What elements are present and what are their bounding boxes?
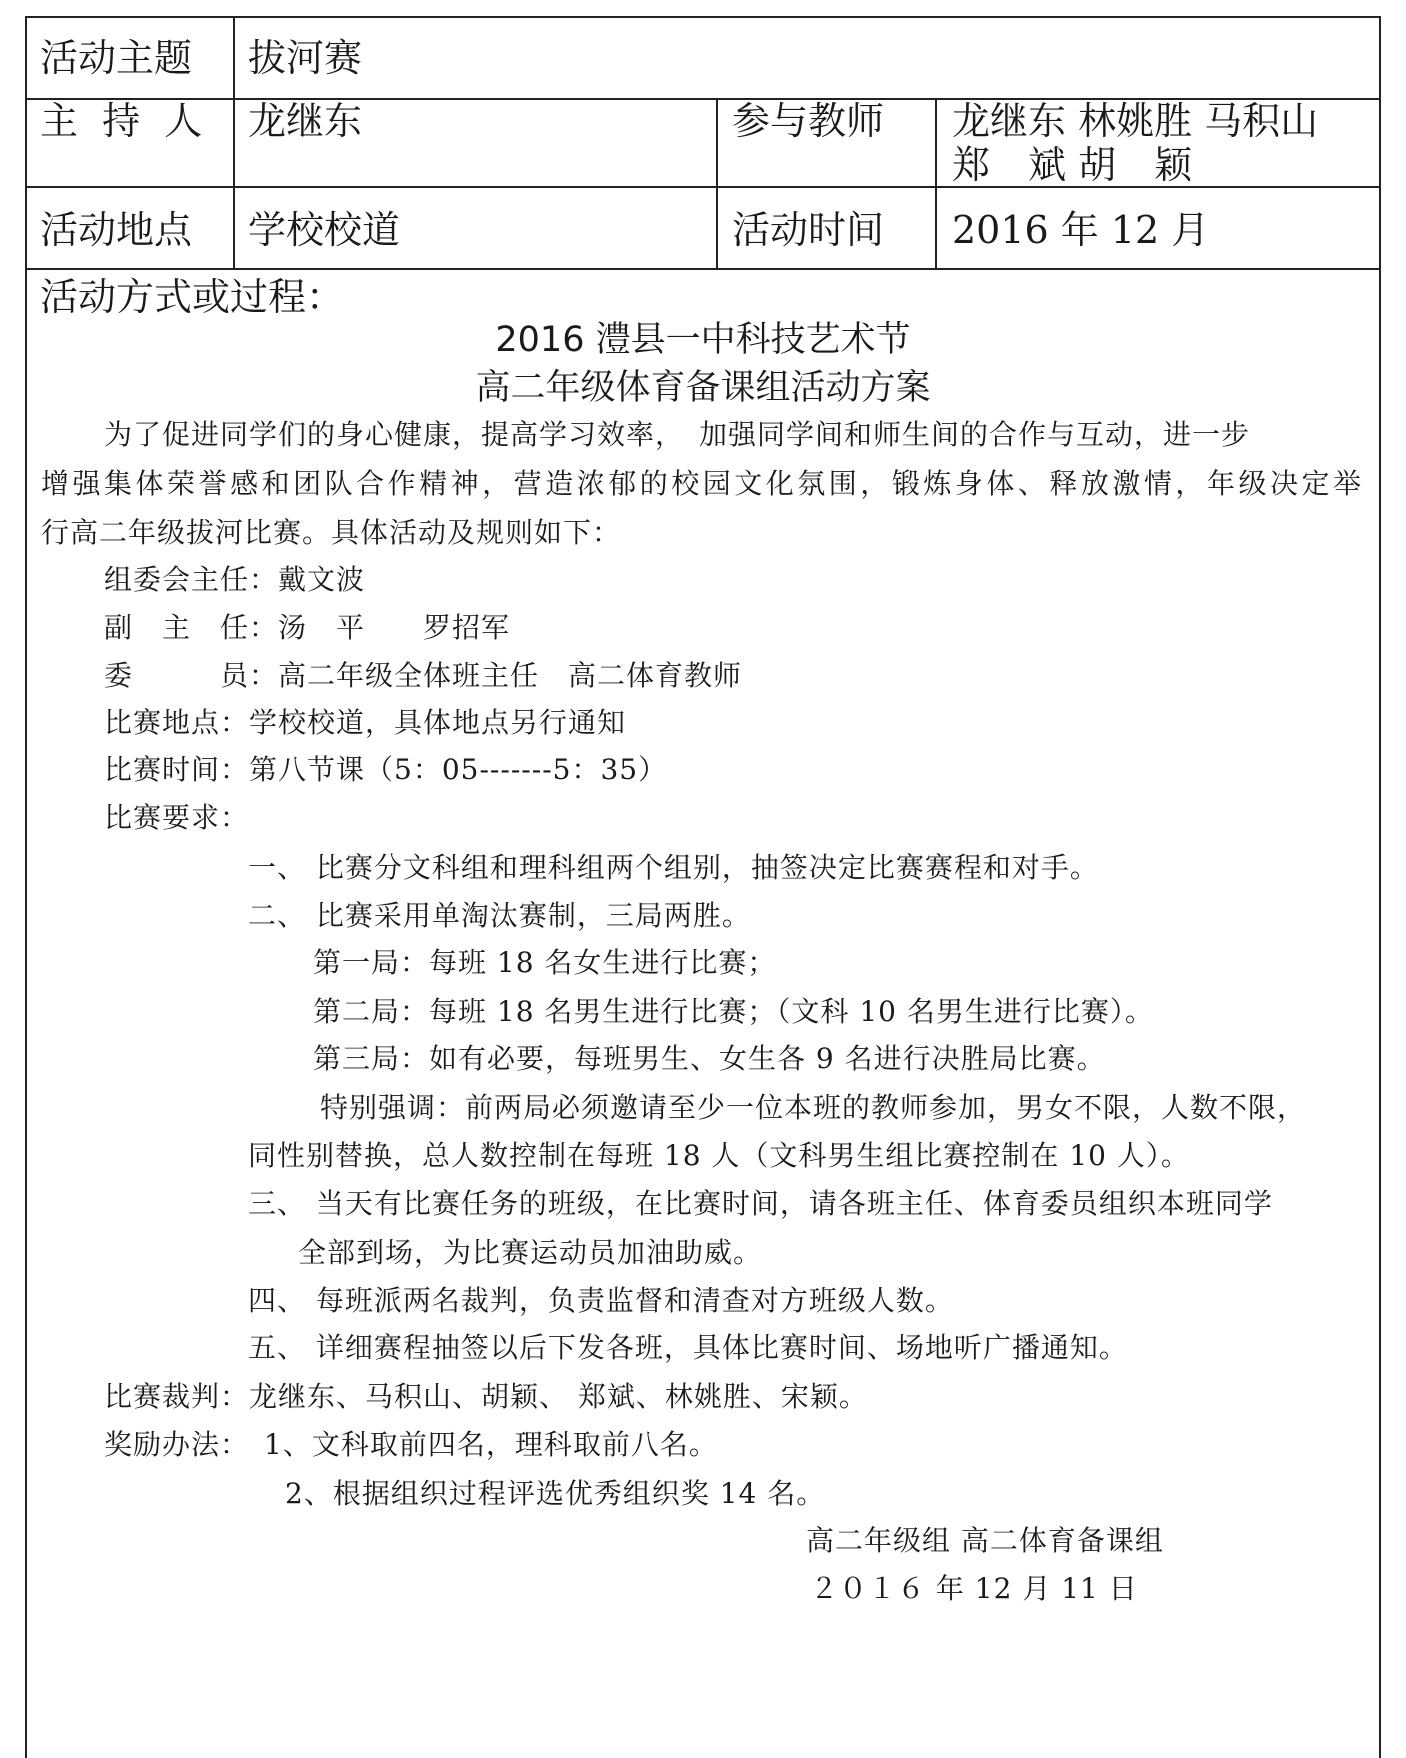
game-3: 第三局：如有必要，每班男生、女生各 9 名进行决胜局比赛。	[313, 1042, 1106, 1075]
teachers-value-line1: 龙继东 林姚胜 马积山	[952, 99, 1319, 143]
game-2: 第二局：每班 18 名男生进行比赛；（文科 10 名男生进行比赛）。	[313, 995, 1154, 1028]
game-1: 第一局：每班 18 名女生进行比赛；	[313, 946, 777, 979]
requirements-heading: 比赛要求：	[104, 801, 250, 834]
intro-line-2: 增强集体荣誉感和团队合作精神，营造浓郁的校园文化氛围，锻炼身体、释放激情，年级决定举	[41, 467, 1361, 500]
time-value: 2016 年 12 月	[952, 208, 1210, 252]
signature-line: 高二年级组 高二体育备课组	[806, 1524, 1164, 1557]
col-divider	[233, 16, 235, 268]
requirement-3-line-2: 全部到场，为比赛运动员加油助威。	[298, 1236, 763, 1269]
vice-director-line: 副 主 任：汤 平 罗招军	[104, 611, 511, 644]
teachers-label: 参与教师	[732, 99, 885, 143]
special-note-line-2: 同性别替换，总人数控制在每班 18 人（文科男生组比赛控制在 10 人）。	[248, 1139, 1190, 1172]
host-value: 龙继东	[248, 99, 363, 143]
requirement-4: 四、 每班派两名裁判，负责监督和清查对方班级人数。	[248, 1284, 954, 1317]
requirement-3-line-1: 三、 当天有比赛任务的班级，在比赛时间，请各班主任、体育委员组织本班同学	[248, 1187, 1273, 1220]
time-label: 活动时间	[732, 208, 885, 252]
place-label: 活动地点	[40, 208, 193, 252]
doc-subtitle: 高二年级体育备课组活动方案	[475, 368, 931, 408]
host-label: 主 持 人	[40, 99, 209, 143]
theme-value: 拔河赛	[248, 36, 363, 80]
match-time-line: 比赛时间：第八节课（5：05-------5：35）	[104, 753, 668, 786]
theme-label: 活动主题	[40, 36, 193, 80]
process-label: 活动方式或过程：	[40, 275, 345, 319]
doc-title: 2016 澧县一中科技艺术节	[495, 320, 911, 360]
referees-line: 比赛裁判：龙继东、马积山、胡颖、 郑斌、林姚胜、宋颖。	[104, 1380, 868, 1413]
award-line-1: 奖励办法： 1、文科取前四名，理科取前八名。	[104, 1428, 718, 1461]
venue-line: 比赛地点：学校校道，具体地点另行通知	[104, 706, 627, 739]
signature-date: ２０１６ 年 12 月 11 日	[810, 1572, 1138, 1605]
row-divider	[25, 268, 1379, 270]
teachers-value-line2: 郑 斌 胡 颖	[952, 143, 1193, 187]
requirement-2: 二、 比赛采用单淘汰赛制，三局两胜。	[248, 899, 751, 932]
col-divider	[716, 98, 718, 268]
special-note-line-1: 特别强调：前两局必须邀请至少一位本班的教师参加，男女不限，人数不限，	[320, 1091, 1307, 1124]
intro-line-3: 行高二年级拔河比赛。具体活动及规则如下：	[41, 516, 622, 549]
intro-line-1: 为了促进同学们的身心健康，提高学习效率， 加强同学间和师生间的合作与互动，进一步	[104, 418, 1251, 451]
col-divider	[935, 98, 937, 268]
place-value: 学校校道	[248, 208, 401, 252]
award-line-2: 2、根据组织过程评选优秀组织奖 14 名。	[285, 1477, 826, 1510]
requirement-1: 一、 比赛分文科组和理科组两个组别，抽签决定比赛赛程和对手。	[248, 851, 1099, 884]
requirement-5: 五、 详细赛程抽签以后下发各班，具体比赛时间、场地听广播通知。	[248, 1331, 1128, 1364]
director-line: 组委会主任：戴文波	[104, 563, 366, 596]
members-line: 委 员：高二年级全体班主任 高二体育教师	[104, 659, 743, 692]
